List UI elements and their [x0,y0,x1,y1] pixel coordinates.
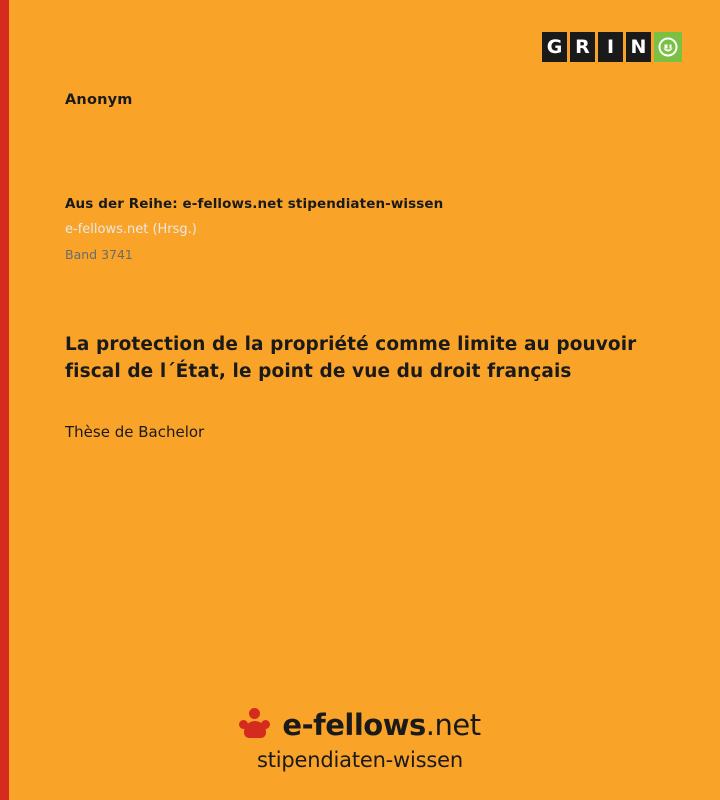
grin-letter-r: R [570,32,595,62]
series-editor: e-fellows.net (Hrsg.) [65,222,197,237]
grin-letter-n: N [626,32,651,62]
smiley-icon [654,32,682,62]
book-subtitle: Thèse de Bachelor [65,423,205,441]
left-accent-stripe [0,0,9,800]
book-title: La protection de la propriété comme limite au pouvoir fiscal de l´État, le point de vue du droit français [65,334,637,382]
series-info [65,196,443,262]
grin-letter-g: G [542,32,567,62]
author-name: Anonym [65,92,133,108]
e-fellows-tld: net [434,708,481,742]
e-fellows-tagline: stipendiaten-wissen [257,748,463,772]
series-volume: Band 3741 [65,247,133,262]
e-fellows-brand: e-fellows [282,708,426,742]
e-fellows-wordmark-row [239,708,480,742]
e-fellows-wordmark [282,708,480,742]
people-icon [239,708,273,742]
e-fellows-dot: . [425,708,435,742]
grin-publisher-logo [542,32,682,62]
grin-letter-i: I [598,32,623,62]
series-name: Aus der Reihe: e-fellows.net stipendiaten-wissen [65,196,444,212]
e-fellows-logo [0,708,720,772]
